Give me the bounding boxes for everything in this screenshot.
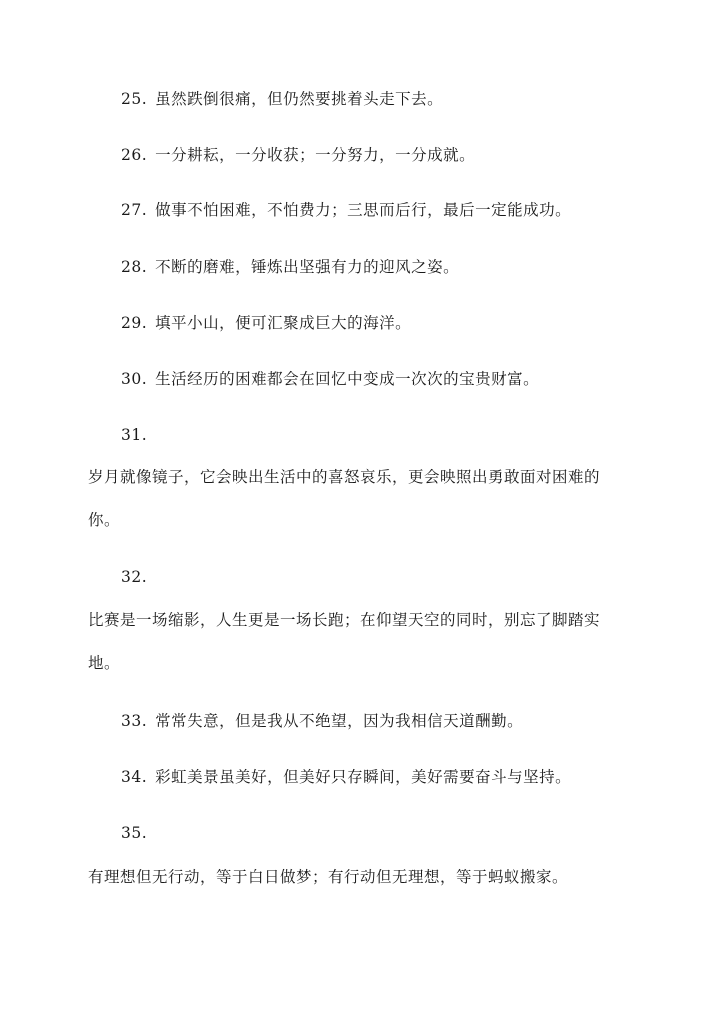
list-item-34 bbox=[121, 766, 571, 788]
item-number: 26. bbox=[121, 146, 148, 164]
item-text: 彩虹美景虽美好，但美好只存瞬间，美好需要奋斗与坚持。 bbox=[155, 768, 572, 786]
list-item-35-line1: 有理想但无行动，等于白日做梦；有行动但无理想，等于蚂蚁搬家。 bbox=[88, 868, 569, 886]
item-number: 31. bbox=[121, 426, 148, 444]
list-item-28 bbox=[121, 256, 459, 278]
list-item-32-line1: 比赛是一场缩影，人生更是一场长跑；在仰望天空的同时，别忘了脚踏实 bbox=[88, 611, 601, 629]
item-number: 34. bbox=[121, 768, 148, 786]
list-item-27 bbox=[121, 199, 571, 221]
list-item-31-number bbox=[121, 424, 155, 446]
list-item-35-number bbox=[121, 822, 155, 844]
list-item-29 bbox=[121, 312, 411, 334]
item-text: 填平小山，便可汇聚成巨大的海洋。 bbox=[155, 314, 412, 332]
item-text: 虽然跌倒很痛，但仍然要挑着头走下去。 bbox=[155, 90, 444, 108]
list-item-33 bbox=[121, 710, 523, 732]
item-number: 28. bbox=[121, 258, 148, 276]
item-number: 30. bbox=[121, 370, 148, 388]
item-number: 29. bbox=[121, 314, 148, 332]
list-item-25 bbox=[121, 88, 443, 110]
item-number: 32. bbox=[121, 568, 148, 586]
item-text: 常常失意，但是我从不绝望，因为我相信天道酬勤。 bbox=[155, 712, 524, 730]
list-item-26 bbox=[121, 144, 475, 166]
list-item-32-number bbox=[121, 566, 155, 588]
item-number: 33. bbox=[121, 712, 148, 730]
item-text: 一分耕耘，一分收获；一分努力，一分成就。 bbox=[155, 146, 476, 164]
list-item-32-line2: 地。 bbox=[88, 654, 121, 672]
list-item-31-line1: 岁月就像镜子，它会映出生活中的喜怒哀乐，更会映照出勇敢面对困难的 bbox=[88, 468, 601, 486]
item-text: 不断的磨难，锤炼出坚强有力的迎风之姿。 bbox=[155, 258, 460, 276]
item-text: 做事不怕困难，不怕费力；三思而后行，最后一定能成功。 bbox=[155, 201, 572, 219]
item-number: 27. bbox=[121, 201, 148, 219]
item-number: 25. bbox=[121, 90, 148, 108]
list-item-30 bbox=[121, 368, 539, 390]
item-text: 生活经历的困难都会在回忆中变成一次次的宝贵财富。 bbox=[155, 370, 540, 388]
item-number: 35. bbox=[121, 824, 148, 842]
list-item-31-line2: 你。 bbox=[88, 511, 121, 529]
